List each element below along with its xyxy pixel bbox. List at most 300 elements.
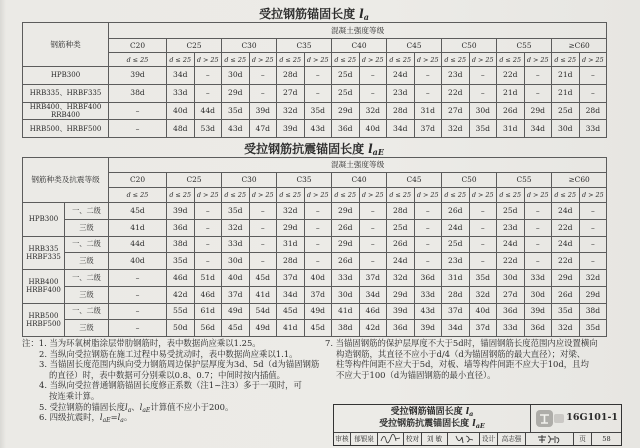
value-cell: 36d xyxy=(524,320,552,337)
value-cell: – xyxy=(469,219,497,236)
value-cell: 31d xyxy=(442,270,470,287)
design-label: 设计 xyxy=(480,433,498,445)
note-7-continued: 不应大于100（d为锚固钢筋的最小直径）。 xyxy=(336,369,496,380)
value-cell: 29d xyxy=(277,219,305,236)
value-cell: 29d xyxy=(222,84,250,102)
value-cell: 44d xyxy=(194,102,222,120)
diameter-header-cell: d ≤ 25 xyxy=(497,188,525,203)
value-cell: – xyxy=(359,253,387,270)
note-6-symbol: l xyxy=(117,412,121,423)
value-cell: 33d xyxy=(222,236,250,253)
value-cell: 35d xyxy=(222,102,250,120)
atlas-number-cell xyxy=(531,405,621,433)
note-5-separator: 、 xyxy=(131,401,140,412)
diameter-header-cell: d ≤ 25 xyxy=(442,188,470,203)
diameter-header-cell: d > 25 xyxy=(304,53,332,67)
value-cell: 34d xyxy=(277,286,305,303)
grade-header-cell: C55 xyxy=(497,173,552,188)
value-cell: 56d xyxy=(194,320,222,337)
row-header-cell: 钢筋种类及抗震等级 xyxy=(23,158,109,203)
diameter-header-cell: d ≤ 25 xyxy=(277,188,305,203)
grade-header-cell: ≥C60 xyxy=(552,173,607,188)
value-cell: 35d xyxy=(304,102,332,120)
title-block-line-2 xyxy=(334,418,530,430)
value-cell: 29d xyxy=(524,102,552,120)
value-cell: 39d xyxy=(387,303,415,320)
value-cell: 37d xyxy=(469,320,497,337)
value-cell: 26d xyxy=(332,253,360,270)
steel-type-label: HRBF500 xyxy=(26,319,61,328)
grade-header-cell: C40 xyxy=(332,173,387,188)
value-cell: – xyxy=(414,84,442,102)
value-cell: 30d xyxy=(497,270,525,287)
value-cell: – xyxy=(109,303,167,320)
value-cell: 51d xyxy=(194,270,222,287)
value-cell: – xyxy=(469,253,497,270)
checker-signature xyxy=(448,433,480,445)
value-cell: 25d xyxy=(387,219,415,236)
value-cell: 49d xyxy=(249,320,277,337)
value-cell: 37d xyxy=(359,270,387,287)
page-label: 页 xyxy=(574,433,592,445)
review-label: 审核 xyxy=(334,433,351,445)
value-cell: 22d xyxy=(497,67,525,85)
table-row xyxy=(23,67,607,85)
value-cell: – xyxy=(469,236,497,253)
seismic-grade-cell: 一、二级 xyxy=(65,203,109,220)
table1-title xyxy=(22,7,606,21)
value-cell: 46d xyxy=(167,270,195,287)
value-cell: – xyxy=(524,203,552,220)
value-cell: 45d xyxy=(249,270,277,287)
grade-header-cell: C30 xyxy=(222,173,277,188)
check-label: 校对 xyxy=(404,433,422,445)
drawing-title-block xyxy=(333,404,622,446)
table2-title-symbol: l xyxy=(368,142,373,156)
value-cell: – xyxy=(579,236,607,253)
value-cell: 40d xyxy=(359,120,387,138)
grade-header-cell: C20 xyxy=(109,173,167,188)
value-cell: 31d xyxy=(497,120,525,138)
grade-header-cell: C40 xyxy=(332,39,387,53)
value-cell: 34d xyxy=(359,286,387,303)
value-cell: – xyxy=(414,203,442,220)
value-cell: 30d xyxy=(222,253,250,270)
value-cell: 43d xyxy=(414,303,442,320)
atlas-number: 16G101-1 xyxy=(566,412,618,423)
value-cell: – xyxy=(194,67,222,85)
grade-header-cell: C35 xyxy=(277,173,332,188)
diameter-header-cell: d ≤ 25 xyxy=(167,188,195,203)
value-cell: – xyxy=(249,253,277,270)
note-5-symbol: l xyxy=(139,401,143,412)
row-header-cell: 钢筋种类 xyxy=(23,23,109,67)
value-cell: 40d xyxy=(304,270,332,287)
header-row-grades xyxy=(23,173,607,188)
diameter-header-cell: d ≤ 25 xyxy=(552,188,580,203)
value-cell: 32d xyxy=(469,286,497,303)
value-cell: – xyxy=(249,203,277,220)
diameter-header-cell: d > 25 xyxy=(359,53,387,67)
note-6-equals: = xyxy=(110,412,118,423)
diameter-header-cell: d > 25 xyxy=(249,188,277,203)
diameter-header-cell: d > 25 xyxy=(304,188,332,203)
value-cell: – xyxy=(579,67,607,85)
seismic-table-body xyxy=(23,158,607,337)
note-7-continued: 构造钢筋，其直径不应小于d/4（d为锚固钢筋的最大直径）；对梁、 xyxy=(336,348,586,359)
value-cell: – xyxy=(414,236,442,253)
value-cell: 33d xyxy=(414,286,442,303)
table-row xyxy=(23,102,607,120)
seismic-grade-cell: 一、二级 xyxy=(65,303,109,320)
value-cell: – xyxy=(304,219,332,236)
value-cell: 46d xyxy=(359,303,387,320)
value-cell: 50d xyxy=(167,320,195,337)
diameter-header-cell: d > 25 xyxy=(249,53,277,67)
value-cell: 24d xyxy=(552,236,580,253)
value-cell: 27d xyxy=(442,102,470,120)
value-cell: 44d xyxy=(109,236,167,253)
value-cell: 25d xyxy=(497,203,525,220)
value-cell: – xyxy=(194,253,222,270)
value-cell: 47d xyxy=(249,120,277,138)
diameter-header-cell: d > 25 xyxy=(579,188,607,203)
value-cell: 54d xyxy=(249,303,277,320)
value-cell: 32d xyxy=(359,102,387,120)
value-cell: – xyxy=(359,219,387,236)
table-row xyxy=(23,253,607,270)
value-cell: 32d xyxy=(277,102,305,120)
note-5 xyxy=(22,402,328,413)
steel-type-label: HRB335 xyxy=(28,244,59,253)
value-cell: – xyxy=(109,120,167,138)
value-cell: – xyxy=(194,219,222,236)
value-cell: – xyxy=(359,203,387,220)
diameter-header-cell: d > 25 xyxy=(414,188,442,203)
steel-type-cell xyxy=(23,84,109,102)
title-block-symbol: l xyxy=(472,419,476,429)
value-cell: 36d xyxy=(332,120,360,138)
value-cell: 34d xyxy=(387,120,415,138)
value-cell: 26d xyxy=(442,203,470,220)
seismic-grade-cell: 三级 xyxy=(65,320,109,337)
reviewer-name: 郁银泉 xyxy=(351,433,378,445)
diameter-header-cell: d > 25 xyxy=(194,188,222,203)
value-cell: 30d xyxy=(469,102,497,120)
value-cell: 32d xyxy=(222,219,250,236)
diameter-header-cell: d > 25 xyxy=(414,53,442,67)
seismic-grade-cell: 一、二级 xyxy=(65,236,109,253)
value-cell: 49d xyxy=(304,303,332,320)
table-row xyxy=(23,84,607,102)
table-row xyxy=(23,303,607,320)
seismic-anchorage-length-table xyxy=(22,157,607,337)
value-cell: 34d xyxy=(167,67,195,85)
diameter-header-cell: d ≤ 25 xyxy=(222,53,250,67)
notes-right xyxy=(325,338,622,380)
value-cell: 32d xyxy=(442,120,470,138)
seismic-grade-cell: 一、二级 xyxy=(65,270,109,287)
steel-type-label: HRBF400 xyxy=(26,286,61,295)
value-cell: 41d xyxy=(249,286,277,303)
value-cell: 33d xyxy=(332,270,360,287)
value-cell: 29d xyxy=(387,286,415,303)
title-block-line-1 xyxy=(334,406,530,418)
value-cell: 39d xyxy=(167,203,195,220)
table2-title-subscript: aE xyxy=(372,147,384,157)
value-cell: 36d xyxy=(497,303,525,320)
value-cell: 36d xyxy=(387,320,415,337)
diameter-header-cell: d ≤ 25 xyxy=(109,53,167,67)
value-cell: 48d xyxy=(167,120,195,138)
value-cell: – xyxy=(194,236,222,253)
table-row xyxy=(23,236,607,253)
value-cell: 24d xyxy=(497,236,525,253)
value-cell: 33d xyxy=(524,270,552,287)
seismic-grade-cell: 三级 xyxy=(65,219,109,236)
value-cell: 33d xyxy=(579,120,607,138)
value-cell: – xyxy=(194,84,222,102)
note-7: 7. 当锚固钢筋的保护层厚度不大于5d时，锚固钢筋长度范围内应设置横向 xyxy=(325,338,598,348)
table-row xyxy=(23,286,607,303)
value-cell: 23d xyxy=(387,84,415,102)
value-cell: 22d xyxy=(497,253,525,270)
value-cell: 29d xyxy=(332,203,360,220)
value-cell: – xyxy=(304,84,332,102)
value-cell: 25d xyxy=(332,67,360,85)
value-cell: – xyxy=(414,219,442,236)
group-header-cell: 混凝土强度等级 xyxy=(109,158,607,173)
value-cell: – xyxy=(304,236,332,253)
value-cell: – xyxy=(304,203,332,220)
diameter-header-cell: d > 25 xyxy=(579,53,607,67)
value-cell: – xyxy=(414,253,442,270)
note-3-continued: 的直径）时，表中数据可分别乘以0.8、0.7；中间时按内插值。 xyxy=(49,369,286,380)
value-cell: – xyxy=(579,203,607,220)
value-cell: 25d xyxy=(332,84,360,102)
table1-title-subscript: a xyxy=(363,12,369,22)
grade-header-cell: ≥C60 xyxy=(552,39,607,53)
value-cell: 29d xyxy=(552,270,580,287)
value-cell: 32d xyxy=(579,270,607,287)
header-row-grades xyxy=(23,39,607,53)
note-1-text: 1. 当为环氧树脂涂层带肋钢筋时，表中数据尚应乘以1.25。 xyxy=(38,338,261,348)
note-6 xyxy=(22,412,328,423)
value-cell: 28d xyxy=(387,102,415,120)
diameter-header-cell: d ≤ 25 xyxy=(387,53,415,67)
value-cell: 28d xyxy=(442,286,470,303)
value-cell: 30d xyxy=(524,286,552,303)
table-row xyxy=(23,320,607,337)
value-cell: 38d xyxy=(579,303,607,320)
value-cell: 27d xyxy=(277,84,305,102)
value-cell: 39d xyxy=(277,120,305,138)
value-cell: 39d xyxy=(414,320,442,337)
value-cell: 43d xyxy=(222,120,250,138)
value-cell: 39d xyxy=(109,67,167,85)
note-5-text: 计算值不应小于200。 xyxy=(150,401,234,412)
value-cell: 42d xyxy=(359,320,387,337)
value-cell: 31d xyxy=(277,236,305,253)
value-cell: – xyxy=(469,84,497,102)
reviewer-signature xyxy=(378,433,404,445)
grade-header-cell: C35 xyxy=(277,39,332,53)
value-cell: 32d xyxy=(387,270,415,287)
value-cell: 31d xyxy=(414,102,442,120)
steel-type-label: HRB400 xyxy=(28,278,59,287)
value-cell: – xyxy=(524,67,552,85)
value-cell: 22d xyxy=(442,84,470,102)
table1-title-text: 受拉钢筋锚固长度 xyxy=(259,7,356,21)
value-cell: – xyxy=(524,253,552,270)
value-cell: – xyxy=(249,219,277,236)
diameter-header-cell: d ≤ 25 xyxy=(277,53,305,67)
value-cell: – xyxy=(109,270,167,287)
grade-header-cell: C50 xyxy=(442,39,497,53)
value-cell: 30d xyxy=(222,67,250,85)
table1-title-symbol: l xyxy=(359,7,364,21)
note-7-continued: 柱等构件间距不应大于5d，对板、墙等构件间距不应大于10d，且均 xyxy=(336,359,589,370)
signature-icon xyxy=(448,433,479,445)
steel-type-label: RRB400 xyxy=(50,110,81,119)
steel-type-cell xyxy=(23,102,109,120)
notes-left xyxy=(22,338,328,423)
value-cell: 40d xyxy=(222,270,250,287)
diameter-header-cell: d ≤ 25 xyxy=(387,188,415,203)
value-cell: 42d xyxy=(167,286,195,303)
checker-name: 刘 敏 xyxy=(422,433,448,445)
value-cell: – xyxy=(359,236,387,253)
steel-type-label: HRB500、HRBF500 xyxy=(29,124,102,133)
page-number: 58 xyxy=(602,435,611,443)
value-cell: – xyxy=(524,236,552,253)
value-cell: 43d xyxy=(304,120,332,138)
value-cell: 37d xyxy=(304,286,332,303)
note-5-subscript: aE xyxy=(142,406,151,414)
title-block-line-2-text: 受拉钢筋抗震锚固长度 xyxy=(379,419,470,429)
value-cell: 33d xyxy=(167,84,195,102)
title-block-subscript: a xyxy=(469,410,474,418)
value-cell: – xyxy=(469,203,497,220)
steel-type-label: HPB300 xyxy=(50,71,81,80)
table-row xyxy=(23,120,607,138)
steel-type-cell xyxy=(23,270,65,304)
designer-name: 高志强 xyxy=(498,433,526,445)
diameter-header-cell: d ≤ 25 xyxy=(552,53,580,67)
value-cell: 28d xyxy=(277,67,305,85)
diameter-header-cell: d ≤ 25 xyxy=(497,53,525,67)
value-cell: 41d xyxy=(277,320,305,337)
group-header-cell: 混凝土强度等级 xyxy=(109,23,607,39)
grade-header-cell: C45 xyxy=(387,173,442,188)
value-cell: – xyxy=(304,67,332,85)
signature-row xyxy=(334,433,621,445)
anchorage-table-body xyxy=(23,23,607,138)
note-5-symbol: l xyxy=(125,401,128,412)
diameter-header-cell: d ≤ 25 xyxy=(332,188,360,203)
header-row-concrete-grade xyxy=(23,23,607,39)
header-row-diameter xyxy=(23,53,607,67)
diameter-header-cell: d ≤ 25 xyxy=(332,53,360,67)
title-block-subscript: aE xyxy=(475,422,485,430)
note-4-continued: 按连乘计算。 xyxy=(49,390,100,401)
diameter-header-cell: d > 25 xyxy=(524,188,552,203)
value-cell: 37d xyxy=(277,270,305,287)
note-6-subscript: aE xyxy=(102,417,111,423)
value-cell: 40d xyxy=(469,303,497,320)
value-cell: 38d xyxy=(109,84,167,102)
value-cell: 34d xyxy=(442,320,470,337)
diameter-header-cell: d > 25 xyxy=(194,53,222,67)
value-cell: 36d xyxy=(167,219,195,236)
value-cell: 24d xyxy=(387,253,415,270)
value-cell: 28d xyxy=(277,253,305,270)
steel-type-label: HPB300 xyxy=(28,215,59,224)
title-block-line-1-text: 受拉钢筋锚固长度 xyxy=(390,407,463,417)
value-cell: – xyxy=(359,67,387,85)
value-cell: – xyxy=(359,84,387,102)
diameter-header-cell: d > 25 xyxy=(469,53,497,67)
value-cell: 61d xyxy=(194,303,222,320)
value-cell: 29d xyxy=(332,102,360,120)
table2-title xyxy=(22,142,606,156)
diameter-header-cell: d ≤ 25 xyxy=(109,188,167,203)
value-cell: 21d xyxy=(552,84,580,102)
value-cell: 23d xyxy=(442,253,470,270)
value-cell: 45d xyxy=(222,320,250,337)
steel-type-cell xyxy=(23,303,65,337)
value-cell: 29d xyxy=(579,286,607,303)
value-cell: 37d xyxy=(442,303,470,320)
value-cell: 24d xyxy=(442,219,470,236)
diameter-header-cell: d > 25 xyxy=(469,188,497,203)
value-cell: 28d xyxy=(387,203,415,220)
note-6-subscript: a xyxy=(120,417,124,423)
value-cell: – xyxy=(579,253,607,270)
note-1 xyxy=(22,338,328,349)
title-block-title xyxy=(334,405,531,433)
note-3: 3. 当锚固长度范围内纵向受力钢筋周边保护层厚度为3d、5d（d为锚固钢筋 xyxy=(39,359,320,370)
seismic-grade-cell: 三级 xyxy=(65,253,109,270)
note-2: 2. 当纵向受拉钢筋在施工过程中易受扰动时，表中数据尚应乘以1.1。 xyxy=(39,348,298,359)
value-cell: 26d xyxy=(387,236,415,253)
diameter-header-cell: d > 25 xyxy=(359,188,387,203)
steel-type-label: HRB400、HRBF400 xyxy=(29,102,102,111)
value-cell: 24d xyxy=(387,67,415,85)
signature-icon xyxy=(378,433,403,445)
value-cell: 35d xyxy=(222,203,250,220)
grade-header-cell: C30 xyxy=(222,39,277,53)
value-cell: – xyxy=(109,286,167,303)
table-row xyxy=(23,203,607,220)
steel-type-cell xyxy=(23,120,109,138)
steel-type-label: HRB500 xyxy=(28,311,59,320)
value-cell: 33d xyxy=(497,320,525,337)
value-cell: 21d xyxy=(552,67,580,85)
steel-type-label: HRBF335 xyxy=(26,252,61,261)
value-cell: 39d xyxy=(524,303,552,320)
value-cell: 21d xyxy=(497,84,525,102)
steel-type-cell xyxy=(23,236,65,270)
value-cell: 26d xyxy=(552,286,580,303)
value-cell: 55d xyxy=(167,303,195,320)
steel-type-cell xyxy=(23,203,65,237)
value-cell: 23d xyxy=(497,219,525,236)
value-cell: 23d xyxy=(442,67,470,85)
value-cell: 22d xyxy=(552,219,580,236)
anchorage-length-table xyxy=(22,22,607,138)
grade-header-cell: C20 xyxy=(109,39,167,53)
